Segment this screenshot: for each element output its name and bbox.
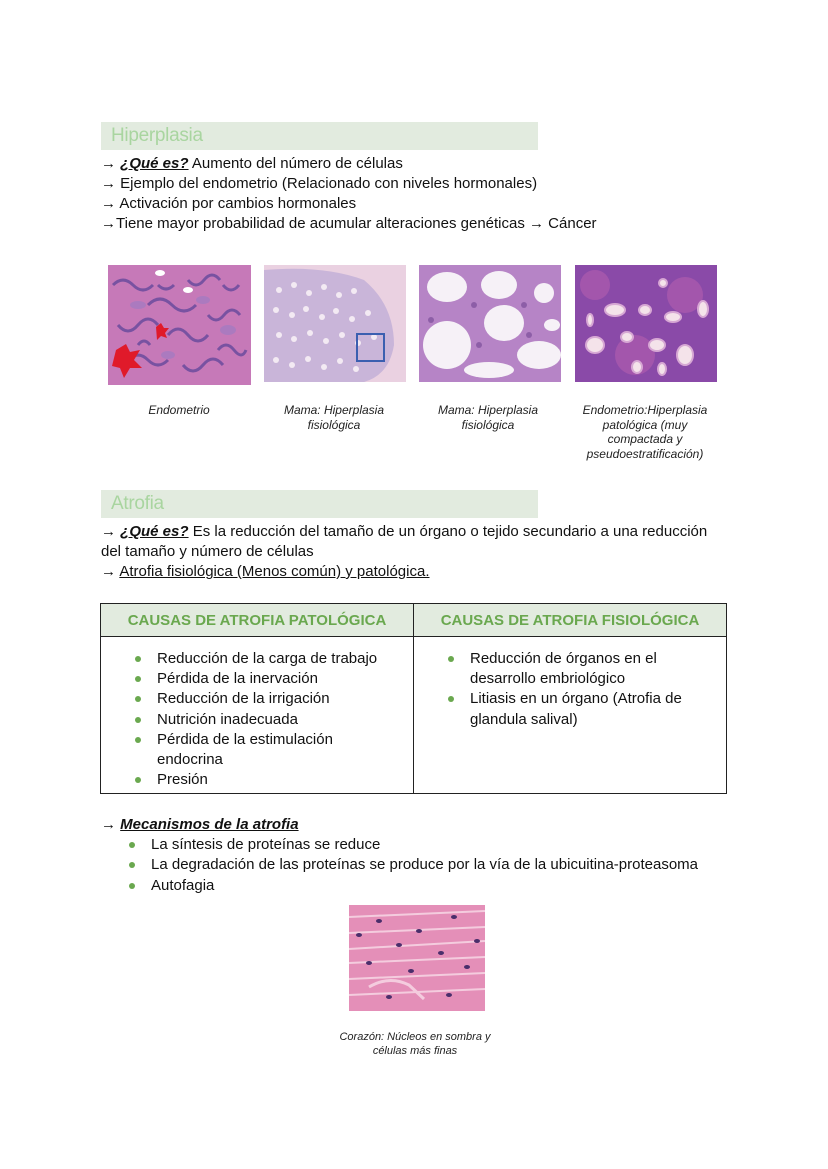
section-heading-atrofia bbox=[101, 490, 538, 518]
atrofia-types-line bbox=[101, 562, 430, 582]
arrow-icon: → bbox=[101, 523, 121, 540]
arrow-icon: → bbox=[101, 816, 121, 833]
atrofia-definition-line-1 bbox=[101, 522, 707, 542]
caption-corazon: Corazón: Núcleos en sombra y células más finas bbox=[339, 1031, 491, 1057]
caption-mama-lowpower: Mama: Hiperplasia fisiológica bbox=[283, 403, 385, 432]
arrow-icon: → bbox=[101, 563, 120, 580]
hiperplasia-example-line bbox=[101, 174, 537, 194]
mama-highpower-histology-image bbox=[419, 265, 561, 382]
caption-endometrio-hiperplasia: Endometrio:Hiperplasia patológica (muy compactada y pseudoestratificación) bbox=[582, 403, 708, 461]
heading-text: Atrofia bbox=[111, 493, 164, 514]
list-item: Nutrición inadecuada bbox=[131, 710, 413, 730]
caption-mama-highpower: Mama: Hiperplasia fisiológica bbox=[437, 403, 539, 432]
pathological-causes-list bbox=[131, 649, 413, 790]
list-item: Pérdida de la inervación bbox=[131, 669, 413, 689]
mechanisms-title-line bbox=[101, 815, 299, 835]
question-label: ¿Qué es? bbox=[120, 523, 189, 540]
question-label: ¿Qué es? bbox=[120, 155, 189, 172]
causes-table bbox=[100, 603, 727, 794]
hiperplasia-activation-line bbox=[101, 194, 356, 214]
hiperplasia-cancer-line bbox=[101, 214, 597, 234]
line-text: Activación por cambios hormonales bbox=[119, 195, 357, 212]
list-item: Presión bbox=[131, 770, 413, 790]
arrow-icon: → bbox=[101, 215, 116, 232]
pathological-causes-cell bbox=[101, 637, 414, 793]
line-text: Aumento del número de células bbox=[188, 155, 403, 172]
corazon-histology-image bbox=[349, 905, 485, 1011]
endometrio-hiperplasia-histology-image bbox=[575, 265, 717, 382]
caption-endometrio: Endometrio bbox=[148, 403, 210, 417]
atrofia-definition-line-2 bbox=[101, 542, 314, 562]
arrow-icon: → bbox=[101, 175, 121, 192]
hiperplasia-definition-line bbox=[101, 154, 403, 174]
heading-text: Hiperplasia bbox=[111, 125, 203, 146]
mama-lowpower-histology-image bbox=[264, 265, 406, 382]
physiological-causes-cell bbox=[414, 637, 726, 793]
list-item: Litiasis en un órgano (Atrofia de glandula salival) bbox=[444, 689, 694, 729]
list-item: La síntesis de proteínas se reduce bbox=[125, 835, 698, 855]
line-text: Atrofia fisiológica (Menos común) y patológica. bbox=[119, 563, 430, 580]
mechanisms-title: Mecanismos de la atrofia bbox=[120, 816, 299, 833]
list-item: Autofagia bbox=[125, 876, 698, 896]
line-text: Tiene mayor probabilidad de acumular alteraciones genéticas → Cáncer bbox=[116, 215, 597, 232]
endometrio-histology-image bbox=[108, 265, 251, 385]
line-text: Es la reducción del tamaño de un órgano o tejido secundario a una reducción bbox=[188, 523, 708, 540]
list-item: La degradación de las proteínas se produce por la vía de la ubicuitina-proteasoma bbox=[125, 855, 698, 875]
mechanisms-list bbox=[125, 835, 698, 896]
list-item: Pérdida de la estimulación endocrina bbox=[131, 730, 341, 770]
table-header-pathological: CAUSAS DE ATROFIA PATOLÓGICA bbox=[101, 604, 414, 637]
list-item: Reducción de la irrigación bbox=[131, 689, 413, 709]
physiological-causes-list bbox=[444, 649, 726, 730]
list-item: Reducción de órganos en el desarrollo embriológico bbox=[444, 649, 694, 689]
section-heading-hiperplasia bbox=[101, 122, 538, 150]
line-text: del tamaño y número de células bbox=[101, 543, 314, 560]
arrow-icon: → bbox=[101, 155, 121, 172]
list-item: Reducción de la carga de trabajo bbox=[131, 649, 413, 669]
line-text: Ejemplo del endometrio (Relacionado con niveles hormonales) bbox=[120, 175, 538, 192]
table-header-physiological: CAUSAS DE ATROFIA FISIOLÓGICA bbox=[414, 604, 726, 637]
arrow-icon: → bbox=[101, 195, 120, 212]
